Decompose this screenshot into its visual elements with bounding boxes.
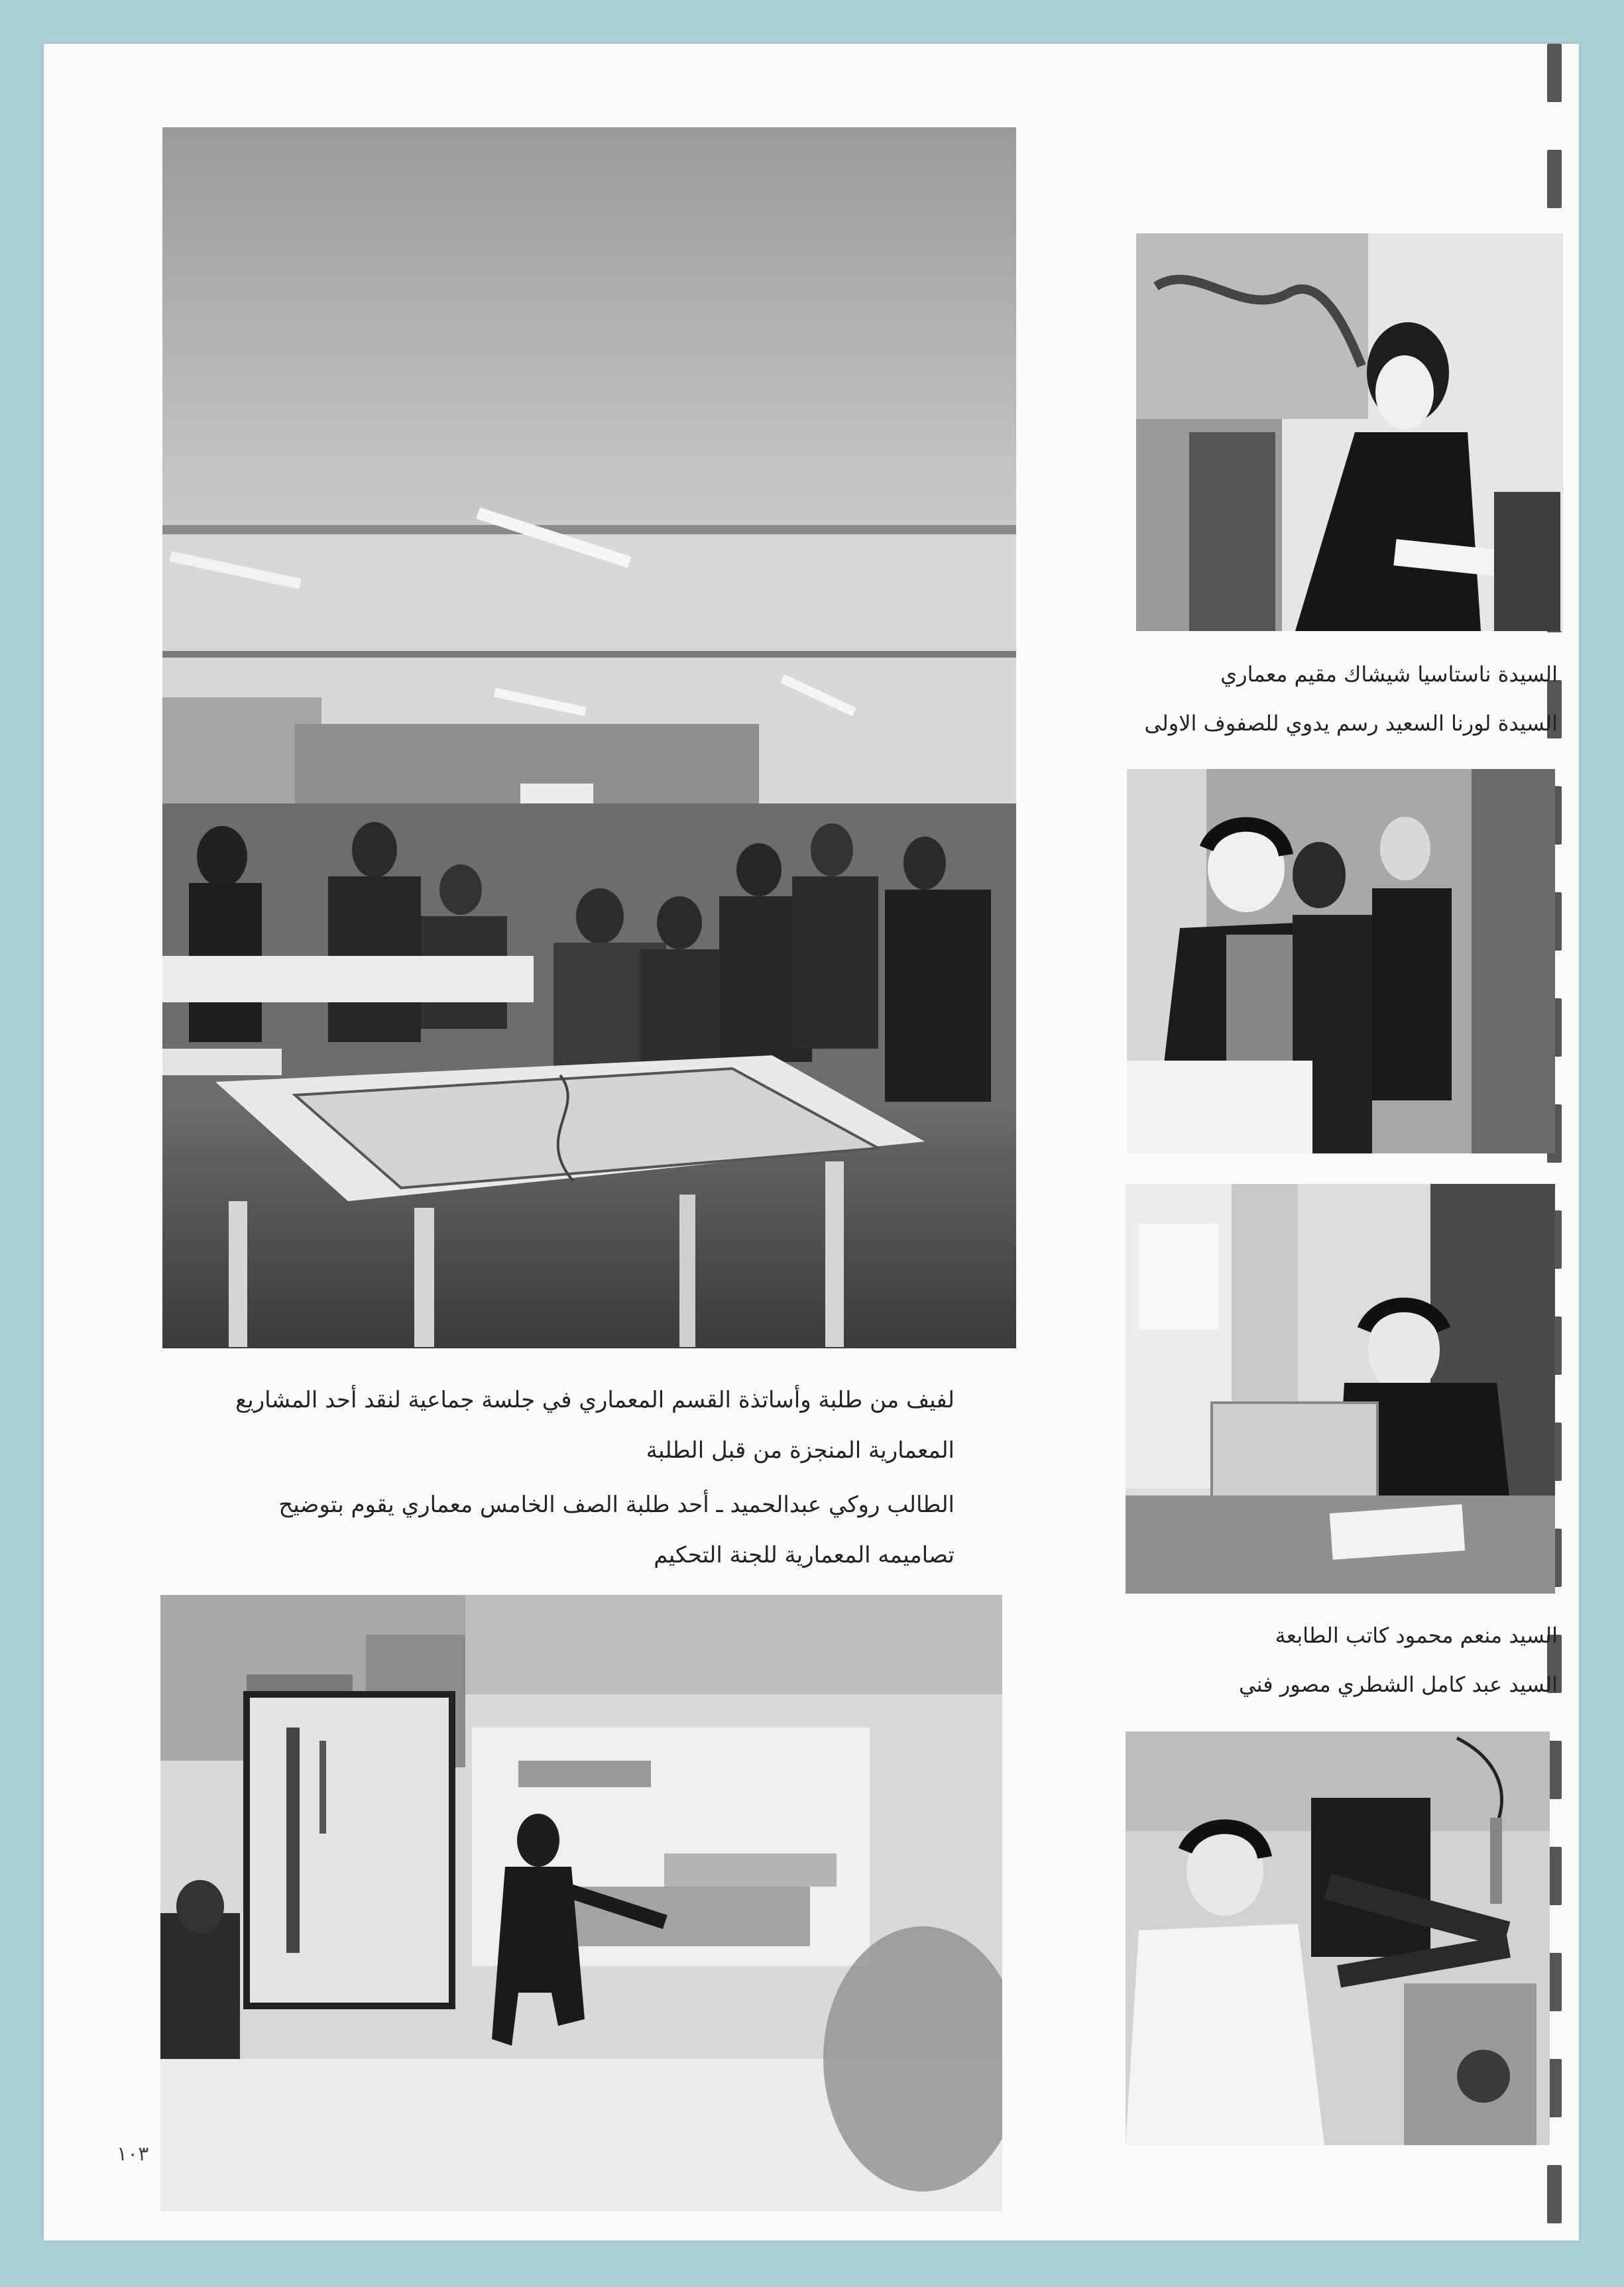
edge-mark (1547, 150, 1562, 208)
photo-student-presentation (160, 1595, 1002, 2211)
caption-line: السيدة لورنا السعيد رسم يدوي للصفوف الاولى (1144, 711, 1558, 736)
caption-line: لفيف من طلبة وأساتذة القسم المعماري في جلسة جماعية لنقد أحد المشاريع (235, 1387, 955, 1413)
photo-group-critique (162, 127, 1016, 1348)
caption-student-presentation (265, 1480, 955, 1580)
edge-mark (1547, 44, 1562, 102)
edge-mark (1547, 2165, 1562, 2223)
photo-right-woman-desk (1136, 233, 1563, 631)
caption-line: السيد عبد كامل الشطري مصور فني (1238, 1672, 1558, 1697)
caption-right-top (1140, 650, 1558, 748)
caption-line: المعمارية المنجزة من قبل الطلبة (646, 1437, 955, 1464)
caption-right-mid (1140, 1611, 1558, 1709)
caption-line: تصاميمه المعمارية للجنة التحكيم (654, 1542, 955, 1568)
caption-line: الطالب روكي عبدالحميد ـ أحد طلبة الصف الخامس معماري يقوم بتوضيح (278, 1492, 955, 1518)
caption-line: السيد منعم محمود كاتب الطابعة (1275, 1623, 1558, 1648)
photo-right-photographer (1126, 1731, 1550, 2145)
photo-right-students (1127, 769, 1555, 1153)
caption-group-critique (235, 1375, 955, 1476)
photo-right-typist (1126, 1184, 1555, 1594)
caption-line: السيدة ناستاسيا شيشاك مقيم معماري (1220, 662, 1558, 687)
page-number: ١٠٣ (117, 2142, 149, 2166)
